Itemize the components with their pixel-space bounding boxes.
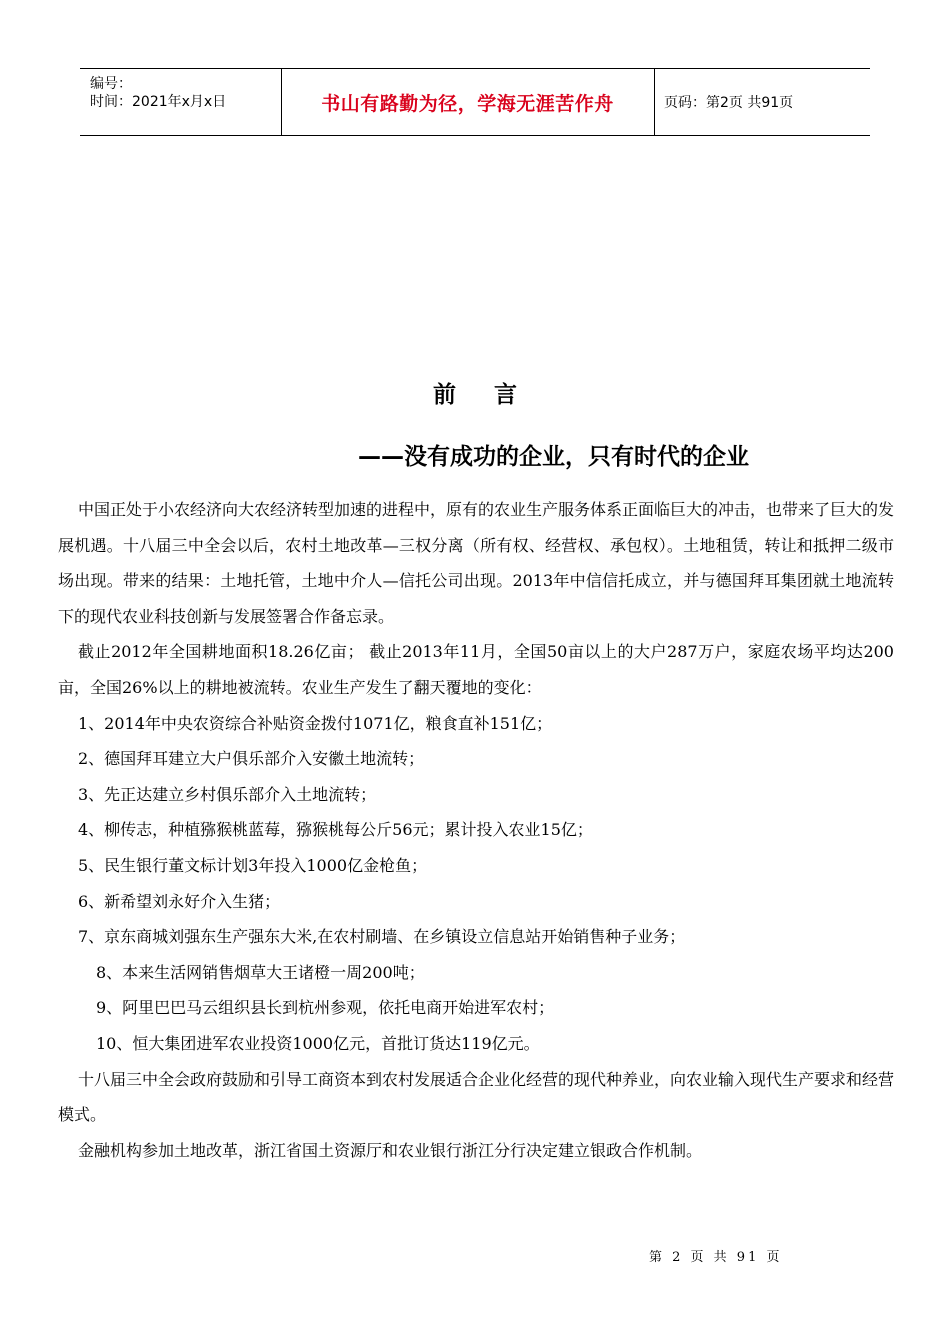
list-item: 6、新希望刘永好介入生猪； xyxy=(78,891,281,911)
motto: 书山有路勤为径，学海无涯苦作舟 xyxy=(321,92,614,115)
paragraph: 截止2012年全国耕地面积18.26亿亩； 截止2013年11月，全国50亩以上的大户287万户，家庭农场平均达200亩，全国26%以上的耕地被流转。农业生产发生了翻天覆地的变化： xyxy=(58,642,894,697)
list-item: 3、先正达建立乡村俱乐部介入土地流转； xyxy=(78,784,377,804)
page-code: 页码：第2页 共91页 xyxy=(664,95,794,111)
document-subtitle: ——没有成功的企业，只有时代的企业 xyxy=(358,444,749,470)
list-item: 10、恒大集团进军农业投资1000亿元，首批订货达119亿元。 xyxy=(96,1033,540,1053)
list-item: 8、本来生活网销售烟草大王诸橙一周200吨； xyxy=(96,962,425,982)
paragraph: 金融机构参加土地改革，浙江省国土资源厅和农业银行浙江分行决定建立银政合作机制。 xyxy=(78,1140,703,1160)
page-footer: 第 2 页 共 91 页 xyxy=(649,1250,783,1265)
document-body xyxy=(58,492,894,1168)
list-item: 5、民生银行董文标计划3年投入1000亿金枪鱼； xyxy=(78,855,428,875)
serial-number-label: 编号： xyxy=(90,76,132,92)
header-motto-cell xyxy=(281,69,655,135)
list-item: 7、京东商城刘强东生产强东大米,在农村刷墙、在乡镇设立信息站开始销售种子业务； xyxy=(78,927,686,947)
list-item: 2、德国拜耳建立大户俱乐部介入安徽土地流转； xyxy=(78,749,425,769)
header-meta-cell xyxy=(80,69,282,135)
document-title: 前言 xyxy=(433,382,555,408)
paragraph: 十八届三中全会政府鼓励和引导工商资本到农村发展适合企业化经营的现代种养业，向农业输入现代生产要求和经营模式。 xyxy=(58,1069,895,1125)
list-item: 4、柳传志，种植猕猴桃蓝莓，猕猴桃每公斤56元；累计投入农业15亿； xyxy=(78,820,593,840)
list-item: 1、2014年中央农资综合补贴资金拨付1071亿，粮食直补151亿； xyxy=(78,713,553,733)
date-label: 时间：2021年x月x日 xyxy=(90,94,227,110)
page-header xyxy=(80,68,870,136)
header-page-cell xyxy=(655,69,870,135)
list-item: 9、阿里巴巴马云组织县长到杭州参观，依托电商开始进军农村； xyxy=(96,998,555,1018)
paragraph: 中国正处于小农经济向大农经济转型加速的进程中，原有的农业生产服务体系正面临巨大的冲击，也带来了巨大的发展机遇。十八届三中全会以后，农村土地改革—三权分离（所有权、经营权、承包权）。土地租赁，转让和抵押二级市场出现。带来的结果：土地托管，土地中介人—信托公司出现。2013年中信信托成立，并与德国拜耳集团就土地流转下的现代农业科技创新与发展签署合作备忘录。 xyxy=(58,500,895,626)
